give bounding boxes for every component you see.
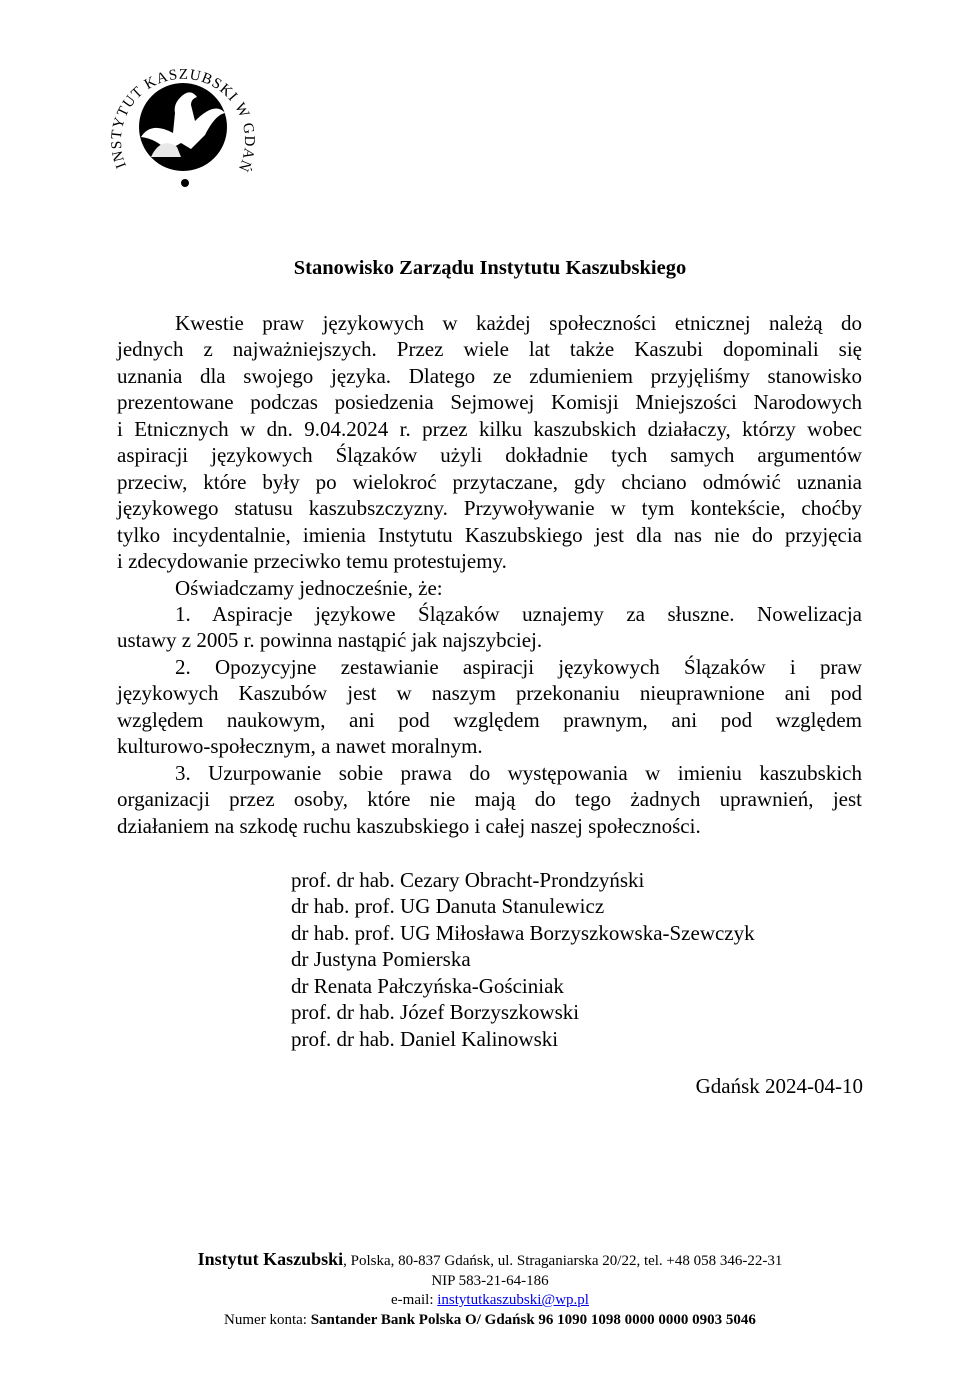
text-line: jednych z najważniejszych. Przez wiele lat także Kaszubi dopominali się xyxy=(117,337,862,362)
text-line: aspiracji językowych Ślązaków użyli dokładnie tych samych argumentów xyxy=(117,443,862,468)
text-line: 1. Aspiracje językowe Ślązaków uznajemy za słuszne. Nowelizacja xyxy=(175,601,862,626)
footer xyxy=(0,1250,980,1330)
footer-account-label: Numer konta: xyxy=(224,1311,311,1328)
text-line: językowych Kaszubów jest w naszym przekonaniu nieuprawnione ani pod xyxy=(117,681,862,706)
footer-address: , Polska, 80-837 Gdańsk, ul. Straganiarska 20/22, tel. +48 058 346-22-31 xyxy=(343,1253,783,1269)
footer-org-name: Instytut Kaszubski xyxy=(197,1249,344,1269)
text-line: i Etnicznych w dn. 9.04.2024 r. przez kilku kaszubskich działaczy, którzy wobec xyxy=(117,416,862,441)
paragraph-intro xyxy=(117,310,862,575)
text-line: działaniem na szkodę ruchu kaszubskiego i całej naszej społeczności. xyxy=(117,813,701,838)
text-line: Kwestie praw językowych w każdej społeczności etnicznej należą do xyxy=(175,311,862,335)
signatory: dr Justyna Pomierska xyxy=(291,947,471,972)
text-line: względem naukowym, ani pod względem prawnym, ani pod względem xyxy=(117,707,862,732)
text-line: tylko incydentalnie, imienia Instytutu Kaszubskiego jest dla nas nie do przyjęcia xyxy=(117,522,862,547)
footer-account: Santander Bank Polska O/ Gdańsk 96 1090 1098 0000 0000 0903 5046 xyxy=(310,1311,756,1328)
point-3 xyxy=(117,760,862,839)
text-line: językowego statusu kaszubszczyzny. Przywoływanie w tym kontekście, choćby xyxy=(117,496,862,521)
text-line: przeciw, które były po wielokroć przytaczane, gdy chciano odmówić uznania xyxy=(117,469,862,494)
document-body xyxy=(117,310,862,839)
signatory: prof. dr hab. Cezary Obracht-Prondzyński xyxy=(291,868,645,892)
text-line: 3. Uzurpowanie sobie prawa do występowania w imieniu kaszubskich xyxy=(175,760,862,785)
point-1 xyxy=(117,601,862,654)
text-line: organizacji przez osoby, które nie mają do tego żadnych uprawnień, jest xyxy=(117,787,862,812)
declaration-line: Oświadczamy jednocześnie, że: xyxy=(175,575,443,600)
text-line: uznania dla swojego języka. Dlatego ze zdumieniem przyjęliśmy stanowisko xyxy=(117,363,862,388)
text-line: kulturowo-społecznym, a nawet moralnym. xyxy=(117,734,483,759)
footer-nip: NIP 583-21-64-186 xyxy=(431,1272,549,1289)
text-line: ustawy z 2005 r. powinna nastąpić jak najszybciej. xyxy=(117,628,543,653)
place-date: Gdańsk 2024-04-10 xyxy=(695,1074,863,1098)
text-line: prezentowane podczas posiedzenia Sejmowej Komisji Mniejszości Narodowych xyxy=(117,390,862,415)
signatories-list xyxy=(291,867,755,1052)
signatory: dr hab. prof. UG Miłosława Borzyszkowska-Szewczyk xyxy=(291,920,755,945)
text-line: 2. Opozycyjne zestawianie aspiracji językowych Ślązaków i praw xyxy=(175,654,862,679)
text-line: i zdecydowanie przeciwko temu protestujemy. xyxy=(117,549,507,574)
footer-email-label: e-mail: xyxy=(391,1292,438,1308)
signatory: dr hab. prof. UG Danuta Stanulewicz xyxy=(291,894,605,919)
signatory: prof. dr hab. Daniel Kalinowski xyxy=(291,1026,559,1051)
signatory: dr Renata Pałczyńska-Gościniak xyxy=(291,973,564,998)
document-title: Stanowisko Zarządu Instytutu Kaszubskiego xyxy=(293,257,687,279)
signatory: prof. dr hab. Józef Borzyszkowski xyxy=(291,1000,580,1025)
institute-logo-seal xyxy=(108,55,258,195)
svg-text:INSTYTUT KASZUBSKI W GDAŃSKU: INSTYTUT KASZUBSKI W GDAŃ xyxy=(108,66,258,175)
point-2 xyxy=(117,654,862,760)
footer-email-link[interactable]: instytutkaszubski@wp.pl xyxy=(437,1292,589,1308)
